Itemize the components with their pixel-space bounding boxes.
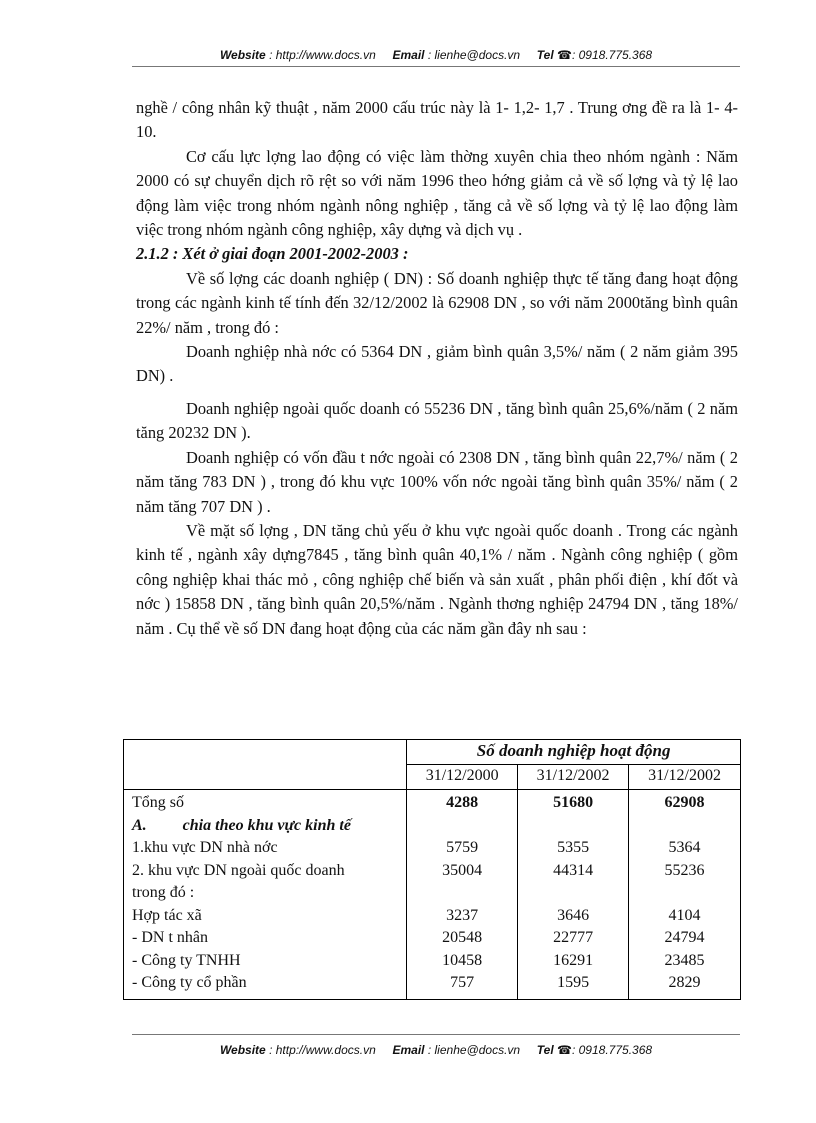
table-cell bbox=[637, 882, 732, 905]
website-link[interactable]: : http://www.docs.vn bbox=[269, 48, 376, 62]
table-cell: 3646 bbox=[557, 906, 590, 924]
row-label: Tổng số bbox=[132, 794, 184, 811]
row-label: trong đó : bbox=[132, 884, 195, 901]
column-header: 31/12/2002 bbox=[629, 765, 741, 790]
paragraph: Về mặt số lợng , DN tăng chủ yếu ở khu vực ngoài quốc doanh . Trong các ngành kinh tế , ngành xây dựng7845 , tăng bình quân 40,1% / năm . Ngành công nghiệp ( gồm công nghiệp khai thác mỏ , công nghiệp chế biến và sản xuất , phân phối điện , khí đốt và nớc ) 15858 DN , tăng bình quân 20,5%/năm . Ngành thơng nghiệp 24794 DN , tăng 18%/ năm . Cụ thể về số DN đang hoạt động của các năm gần đây nh sau : bbox=[136, 520, 738, 638]
enterprise-table bbox=[123, 739, 741, 1000]
table-cell: 51680 bbox=[553, 794, 594, 811]
table-body-row bbox=[124, 790, 741, 1000]
row-label-text: chia theo khu vực kinh tế bbox=[182, 816, 351, 834]
table-cell: 757 bbox=[450, 974, 475, 991]
footer-divider bbox=[132, 1034, 740, 1035]
phone-icon: ☎ bbox=[557, 48, 572, 62]
row-labels-cell bbox=[124, 790, 407, 1000]
website-label: Website bbox=[219, 1043, 266, 1057]
tel-label: Tel bbox=[536, 1043, 554, 1057]
paragraph: Doanh nghiệp có vốn đầu t nớc ngoài có 2308 DN , tăng bình quân 22,7%/ năm ( 2 năm tăng 783 DN ) , trong đó khu vực 100% vốn nớc ngoài tăng bình quân 35%/ năm ( 2 năm tăng 707 DN ) . bbox=[136, 447, 738, 516]
email-label: Email bbox=[392, 1043, 425, 1057]
values-column bbox=[629, 790, 741, 1000]
table-cell bbox=[526, 815, 620, 838]
column-header: 31/12/2002 bbox=[518, 765, 629, 790]
tel-value: : 0918.775.368 bbox=[571, 1043, 653, 1057]
table-cell: 20548 bbox=[442, 929, 483, 946]
values-column bbox=[518, 790, 629, 1000]
table-cell bbox=[415, 815, 509, 838]
paragraph: Doanh nghiệp ngoài quốc doanh có 55236 DN , tăng bình quân 25,6%/năm ( 2 năm tăng 20232 DN ). bbox=[136, 398, 738, 443]
table-cell: 24794 bbox=[664, 929, 705, 946]
table-cell: 23485 bbox=[664, 951, 705, 969]
table-cell: 35004 bbox=[442, 861, 483, 879]
table-cell bbox=[415, 882, 509, 905]
table-cell: 5355 bbox=[557, 839, 590, 856]
row-label: - Công ty cổ phần bbox=[132, 974, 247, 991]
website-link[interactable]: : http://www.docs.vn bbox=[269, 1043, 376, 1057]
table-cell bbox=[637, 815, 732, 838]
table-cell: 4104 bbox=[668, 906, 701, 924]
tel-value: : 0918.775.368 bbox=[571, 48, 653, 62]
header-divider bbox=[132, 66, 740, 67]
email-link[interactable]: : lienhe@docs.vn bbox=[427, 1043, 521, 1057]
table-cell bbox=[526, 882, 620, 905]
page-footer bbox=[132, 1043, 740, 1057]
tel-label: Tel bbox=[536, 48, 554, 62]
table-cell: 2829 bbox=[668, 974, 701, 991]
table-header-row bbox=[124, 740, 741, 765]
group-header: Số doanh nghiệp hoạt động bbox=[407, 740, 741, 765]
paragraph: Về số lợng các doanh nghiệp ( DN) : Số doanh nghiệp thực tế tăng đang hoạt động trong các ngành kinh tế tính đến 32/12/2002 là 62908 DN , so với năm 2000tăng bình quân 22%/ năm , trong đó : bbox=[136, 268, 738, 337]
table-cell: 5364 bbox=[668, 839, 701, 856]
table-cell: 55236 bbox=[664, 861, 705, 879]
table-cell: 22777 bbox=[553, 929, 594, 946]
table-corner-cell bbox=[124, 740, 407, 790]
paragraph: Cơ cấu lực lợng lao động có việc làm thờng xuyên chia theo nhóm ngành : Năm 2000 có sự chuyển dịch rõ rệt so với năm 1996 theo hớng giảm cả về số lợng và tỷ lệ lao động làm việc trong nhóm ngành nông nghiệp , tăng cả về số lợng và tỷ lệ lao động làm việc trong nhóm ngành công nghiệp, xây dựng và dịch vụ . bbox=[136, 146, 738, 240]
paragraph: Doanh nghiệp nhà nớc có 5364 DN , giảm bình quân 3,5%/ năm ( 2 năm giảm 395 DN) . bbox=[136, 342, 738, 386]
paragraph: nghề / công nhân kỹ thuật , năm 2000 cấu trúc này là 1- 1,2- 1,7 . Trung ơng đề ra là 1- 4-10. bbox=[136, 98, 738, 142]
website-label: Website bbox=[219, 48, 266, 62]
table-cell: 3237 bbox=[446, 906, 479, 924]
table-cell: 1595 bbox=[557, 974, 590, 991]
row-label: Hợp tác xã bbox=[132, 906, 202, 924]
document-body bbox=[136, 96, 738, 641]
row-label: - DN t nhân bbox=[132, 929, 208, 946]
row-label: - Công ty TNHH bbox=[132, 951, 241, 969]
table-cell: 4288 bbox=[446, 794, 479, 811]
email-label: Email bbox=[392, 48, 425, 62]
phone-icon: ☎ bbox=[557, 1043, 572, 1057]
section-heading: 2.1.2 : Xét ở giai đoạn 2001-2002-2003 : bbox=[136, 244, 409, 264]
column-header: 31/12/2000 bbox=[407, 765, 518, 790]
table-cell: 10458 bbox=[442, 951, 483, 969]
row-label: 2. khu vực DN ngoài quốc doanh bbox=[132, 861, 345, 879]
row-label: 1.khu vực DN nhà nớc bbox=[132, 839, 278, 856]
page-header bbox=[132, 48, 740, 62]
table-cell: 16291 bbox=[553, 951, 594, 969]
row-label: A. chia theo khu vực kinh tế bbox=[132, 816, 351, 834]
table-cell: 44314 bbox=[553, 861, 594, 879]
table-cell: 62908 bbox=[664, 794, 705, 811]
table-cell: 5759 bbox=[446, 839, 479, 856]
values-column bbox=[407, 790, 518, 1000]
email-link[interactable]: : lienhe@docs.vn bbox=[427, 48, 521, 62]
